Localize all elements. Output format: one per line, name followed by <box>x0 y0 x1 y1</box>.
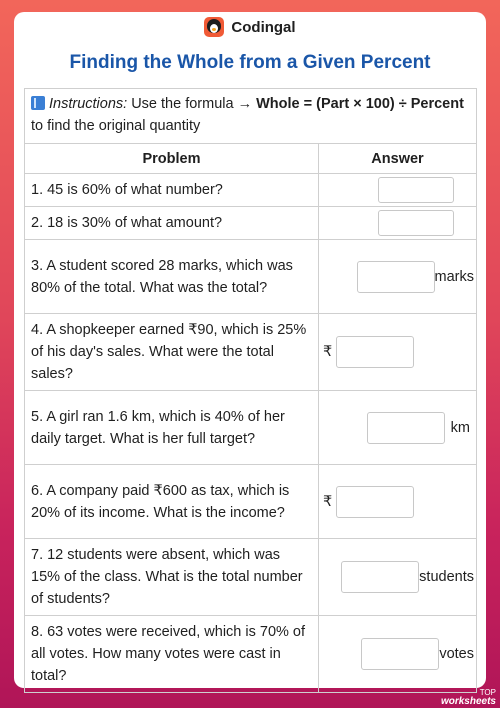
question-cell: 6. A company paid ₹600 as tax, which is 20% of its income. What is the income? <box>25 465 319 539</box>
header-row <box>25 144 477 174</box>
brand-name: Codingal <box>231 18 296 36</box>
unit-label: votes <box>439 646 474 662</box>
problem-header: Problem <box>25 144 319 174</box>
footer-logo-bottom: worksheets <box>440 696 496 707</box>
unit-label: students <box>419 569 474 585</box>
worksheet-page <box>14 12 486 688</box>
answer-cell <box>319 240 477 314</box>
answer-input[interactable] <box>341 561 419 593</box>
answer-input[interactable] <box>336 336 414 368</box>
instructions-text: Use the formula → <box>127 96 257 112</box>
answer-input[interactable] <box>378 210 454 236</box>
answer-input[interactable] <box>361 638 439 670</box>
rupee-prefix: ₹ <box>323 493 333 510</box>
book-icon <box>31 96 45 110</box>
question-cell: 3. A student scored 28 marks, which was 80% of the total. What was the total? <box>25 240 319 314</box>
question-cell: 4. A shopkeeper earned ₹90, which is 25% of his day's sales. What were the total sales? <box>25 314 319 391</box>
table-row <box>25 616 477 693</box>
question-cell: 2. 18 is 30% of what amount? <box>25 207 319 240</box>
table-row <box>25 314 477 391</box>
brand-header <box>14 17 486 37</box>
answer-input[interactable] <box>367 412 445 444</box>
instructions-text-end: to find the original quantity <box>31 118 201 134</box>
answer-cell <box>319 314 477 391</box>
unit-label: marks <box>434 268 474 285</box>
answer-cell <box>319 539 477 616</box>
worksheet-table <box>24 88 477 693</box>
answer-cell <box>319 207 477 240</box>
table-row <box>25 240 477 314</box>
rupee-prefix: ₹ <box>323 344 333 360</box>
formula-text: Whole = (Part × 100) ÷ Percent <box>256 96 464 112</box>
answer-cell <box>319 465 477 539</box>
instructions-row <box>25 89 477 144</box>
table-row <box>25 539 477 616</box>
answer-cell <box>319 174 477 207</box>
question-cell: 1. 45 is 60% of what number? <box>25 174 319 207</box>
answer-input[interactable] <box>378 177 454 203</box>
instructions <box>25 89 477 144</box>
question-cell: 7. 12 students were absent, which was 15% of the class. What is the total number of students? <box>25 539 319 616</box>
question-cell: 8. 63 votes were received, which is 70% of all votes. How many votes were cast in total? <box>25 616 319 693</box>
answer-input[interactable] <box>357 261 435 293</box>
table-row <box>25 465 477 539</box>
table-row <box>25 391 477 465</box>
footer-logo-top: TOP <box>479 688 496 697</box>
worksheet-title: Finding the Whole from a Given Percent <box>69 52 431 73</box>
answer-header: Answer <box>319 144 477 174</box>
question-cell: 5. A girl ran 1.6 km, which is 40% of her daily target. What is her full target? <box>25 391 319 465</box>
top-worksheets-logo <box>441 688 496 706</box>
table-row <box>25 174 477 207</box>
answer-cell <box>319 391 477 465</box>
instructions-lead: Instructions: <box>49 96 128 112</box>
table-row <box>25 207 477 240</box>
answer-cell <box>319 616 477 693</box>
penguin-logo-icon <box>204 17 224 37</box>
answer-input[interactable] <box>336 486 414 518</box>
unit-label: km <box>450 419 470 436</box>
